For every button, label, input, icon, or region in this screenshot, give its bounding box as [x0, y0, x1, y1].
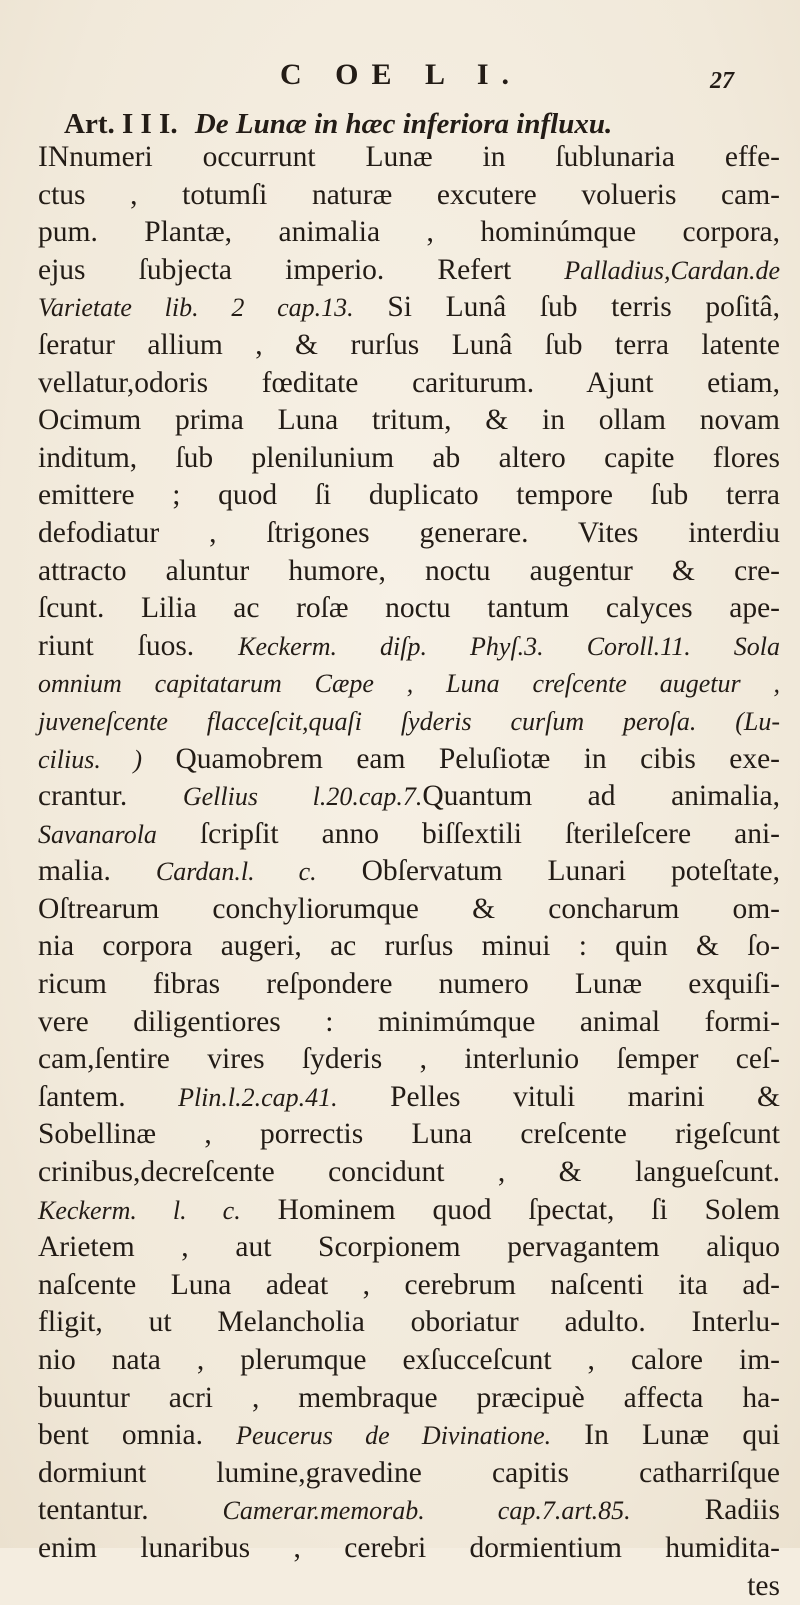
text-run: malia.	[38, 855, 156, 888]
article-title: De Lunæ in hæc inferiora influxu.	[194, 108, 613, 140]
italic-reference: cilius. )	[38, 744, 143, 774]
text-line	[38, 1041, 780, 1079]
text-run: ſeratur allium , & rurſus Lunâ ſub terra latente	[38, 328, 780, 361]
text-line	[38, 1304, 780, 1342]
text-line	[38, 891, 780, 929]
text-line	[38, 703, 780, 741]
text-line	[38, 440, 780, 478]
text-run: Quamobrem eam Peluſiotæ in cibis exe-	[142, 742, 780, 775]
text-line	[38, 1267, 780, 1305]
text-run: In Lunæ qui	[551, 1419, 781, 1452]
text-line	[38, 289, 780, 327]
text-run: ſcunt. Lilia ac roſæ noctu tantum calyces ape-	[38, 592, 780, 625]
text-run: nio nata , plerumque exſucceſcunt , calore im-	[38, 1344, 780, 1376]
text-line	[38, 402, 780, 440]
text-line	[38, 816, 780, 854]
text-line	[38, 853, 780, 891]
text-line	[38, 778, 780, 816]
text-line	[38, 590, 780, 628]
text-line	[38, 327, 780, 365]
text-run: buuntur acri , membraque præcipuè affecta ha-	[38, 1381, 780, 1414]
text-line	[38, 665, 780, 703]
italic-reference: Plin.l.2.cap.41.	[178, 1082, 338, 1112]
text-run: crinibus,decreſcente concidunt , & langueſcunt.	[38, 1156, 780, 1189]
text-line	[38, 1116, 780, 1154]
text-run: Quantum ad animalia,	[422, 780, 781, 813]
italic-reference: juveneſcente flacceſcit,quaſi ſyderis curſum peroſa. (Lu-	[38, 706, 780, 736]
text-line	[38, 1492, 780, 1530]
italic-reference: Palladius,Cardan.de	[564, 255, 780, 285]
italic-reference: Savanarola	[38, 819, 157, 849]
text-run: ſcripſit anno biſſextili ſterileſcere ani-	[156, 817, 780, 850]
text-run: Hominem quod ſpectat, ſi Solem	[240, 1193, 780, 1226]
text-run: tentantur.	[38, 1494, 223, 1527]
text-run: bent omnia.	[38, 1419, 237, 1452]
text-line	[38, 628, 780, 666]
text-line	[38, 477, 780, 515]
text-run: ctus , totumſi naturæ excutere volueris cam-	[38, 178, 780, 211]
text-run: tes	[747, 1569, 780, 1602]
text-line	[38, 1229, 780, 1267]
text-line	[38, 177, 780, 215]
text-line	[38, 1342, 780, 1380]
text-run: Arietem , aut Scorpionem pervagantem aliquo	[38, 1231, 780, 1264]
text-run: Ocimum prima Luna tritum, & in ollam novam	[38, 404, 780, 437]
running-title: C OE L I.	[280, 58, 523, 91]
text-line	[38, 139, 780, 177]
text-line	[38, 252, 780, 290]
text-line	[38, 553, 780, 591]
text-line	[38, 1455, 780, 1493]
text-run: ejus ſubjecta imperio. Refert	[38, 253, 565, 286]
text-run: Radiis	[630, 1494, 780, 1527]
text-run: ſantem.	[38, 1080, 179, 1113]
text-line	[38, 741, 780, 779]
text-line	[38, 966, 780, 1004]
text-run: defodiatur , ſtrigones generare. Vites interdiu	[38, 516, 780, 549]
text-run: emittere ; quod ſi duplicato tempore ſub terra	[38, 479, 780, 512]
text-line	[38, 1568, 780, 1605]
italic-reference: Gellius l.20.cap.7.	[182, 782, 423, 812]
article-heading	[64, 108, 764, 141]
running-head	[0, 58, 800, 98]
text-run: Pelles vituli marini &	[337, 1080, 780, 1113]
text-line	[38, 214, 780, 252]
text-run: fligit, ut Melancholia oboriatur adulto. Interlu-	[38, 1306, 780, 1339]
text-line	[38, 1004, 780, 1042]
text-line	[38, 1417, 780, 1455]
body-text	[38, 139, 780, 1605]
text-line	[38, 1530, 780, 1568]
text-run: enim lunaribus , cerebri dormientium humidita-	[38, 1531, 780, 1564]
text-line	[38, 1079, 780, 1117]
text-run: Obſervatum Lunari poteſtate,	[316, 855, 780, 888]
text-run: riunt ſuos.	[38, 629, 239, 662]
italic-reference: Cardan.l. c.	[155, 857, 317, 887]
text-run: INnumeri occurrunt Lunæ in ſublunaria effe-	[38, 141, 780, 173]
article-label: Art. I I I.	[64, 108, 178, 140]
text-line	[38, 1192, 780, 1230]
page-number: 27	[710, 68, 734, 94]
text-run: crantur.	[38, 780, 183, 813]
italic-reference: Camerar.memorab. cap.7.art.85.	[222, 1496, 631, 1526]
text-line	[38, 928, 780, 966]
text-run: Oſtrearum conchyliorumque & concharum om-	[38, 892, 780, 925]
text-line	[38, 515, 780, 553]
text-run: inditum, ſub plenilunium ab altero capite flores	[38, 441, 780, 474]
text-run: Si Lunâ ſub terris poſitâ,	[353, 291, 780, 324]
italic-reference: Varietate lib. 2 cap.13.	[38, 293, 354, 323]
text-run: Sobellinæ , porrectis Luna creſcente rigeſcunt	[38, 1118, 780, 1151]
italic-reference: omnium capitatarum Cæpe , Luna creſcente augetur ,	[38, 669, 780, 699]
text-run: vellatur,odoris fœditate cariturum. Ajunt etiam,	[38, 366, 780, 399]
text-run: dormiunt lumine,gravedine capitis catharriſque	[38, 1456, 780, 1489]
text-run: attracto aluntur humore, noctu augentur & cre-	[38, 554, 780, 587]
text-run: naſcente Luna adeat , cerebrum naſcenti ita ad-	[38, 1268, 780, 1301]
text-run: pum. Plantæ, animalia , hominúmque corpora,	[38, 216, 780, 249]
text-line	[38, 1380, 780, 1418]
italic-reference: Peucerus de Divinatione.	[236, 1421, 552, 1451]
italic-reference: Keckerm. diſp. Phyſ.3. Coroll.11. Sola	[238, 631, 780, 661]
italic-reference: Keckerm. l. c.	[38, 1195, 241, 1225]
text-line	[38, 365, 780, 403]
text-run: cam,ſentire vires ſyderis , interlunio ſemper ceſ-	[38, 1043, 780, 1076]
text-run: nia corpora augeri, ac rurſus minui : quin & ſo-	[38, 930, 780, 963]
text-line	[38, 1154, 780, 1192]
text-run: ricum fibras reſpondere numero Lunæ exquiſi-	[38, 968, 780, 1001]
text-run: vere diligentiores : minimúmque animal formi-	[38, 1005, 780, 1038]
